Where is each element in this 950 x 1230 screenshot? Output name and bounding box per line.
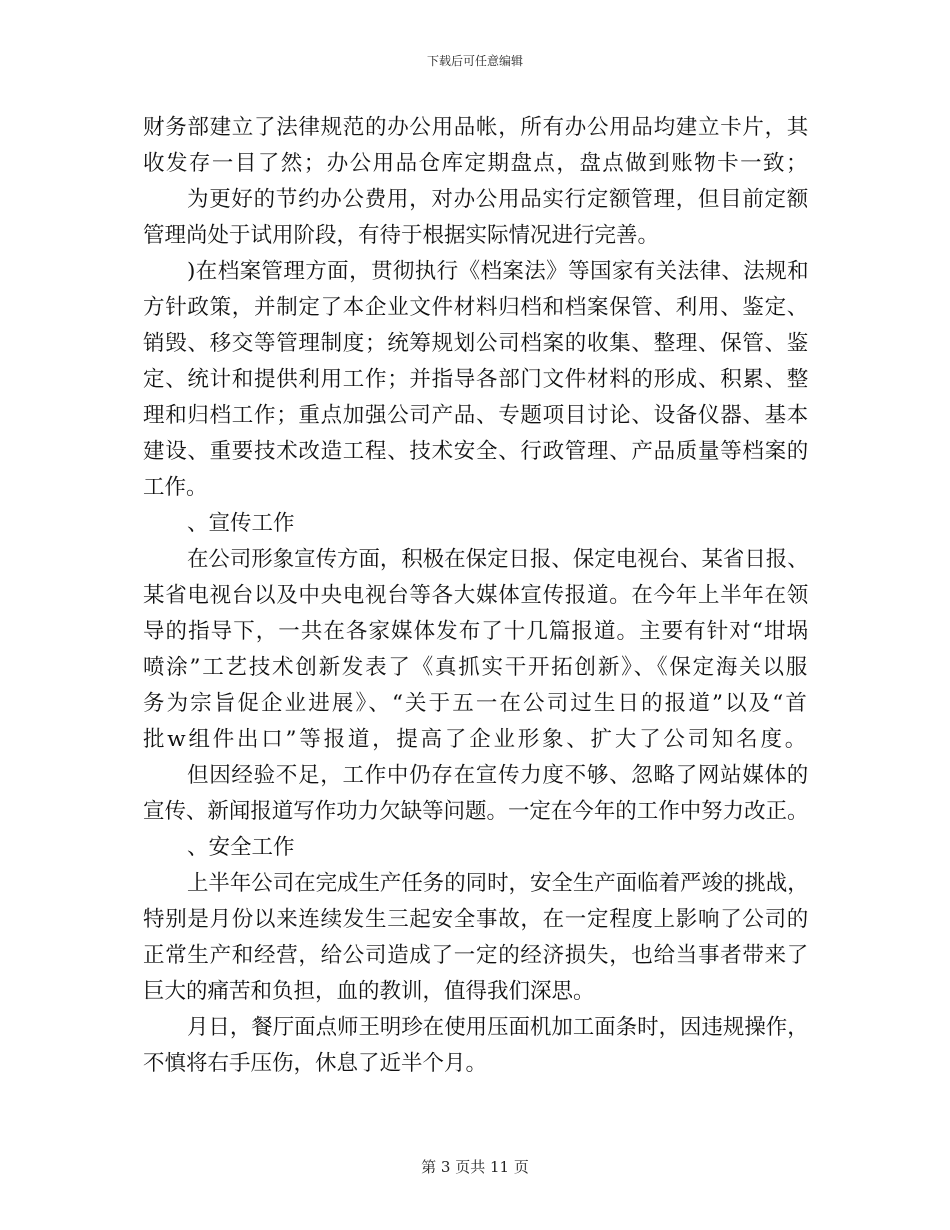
text-line: 销毁、移交等管理制度；统筹规划公司档案的收集、整理、保管、鉴: [143, 331, 809, 356]
text-line: 、安全工作: [187, 835, 295, 860]
text-line: 不慎将右手压伤，休息了近半个月。: [143, 1051, 488, 1076]
text-line: 理和归档工作；重点加强公司产品、专题项目讨论、设备仪器、基本: [143, 403, 809, 428]
document-body: [143, 110, 809, 1082]
text-line: )在档案管理方面，贯彻执行《档案法》等国家有关法律、法规和: [187, 259, 809, 284]
text-line: 管理尚处于试用阶段，有待于根据实际情况进行完善。: [143, 223, 660, 248]
text-line: 定、统计和提供利用工作；并指导各部门文件材料的形成、积累、整: [143, 367, 809, 392]
text-line: 特别是月份以来连续发生三起安全事故，在一定程度上影响了公司的: [143, 907, 809, 932]
page-footer: 第 3 页共 11 页: [421, 1158, 529, 1176]
text-line: 正常生产和经营，给公司造成了一定的经济损失，也给当事者带来了: [143, 943, 809, 968]
text-line: 某省电视台以及中央电视台等各大媒体宣传报道。在今年上半年在领: [143, 583, 809, 608]
text-line: 、宣传工作: [187, 511, 295, 536]
text-line: 为更好的节约办公费用，对办公用品实行定额管理，但目前定额: [187, 187, 809, 212]
text-line: 批w组件出口”等报道，提高了企业形象、扩大了公司知名度。: [143, 727, 809, 752]
text-line: 宣传、新闻报道写作功力欠缺等问题。一定在今年的工作中努力改正。: [143, 799, 809, 824]
page-header: 下载后可任意编辑: [426, 54, 523, 68]
text-line: 巨大的痛苦和负担，血的教训，值得我们深思。: [143, 979, 595, 1004]
text-line: 月日，餐厅面点师王明珍在使用压面机加工面条时，因违规操作，: [187, 1015, 809, 1040]
text-line: 工作。: [143, 475, 208, 500]
text-line: 但因经验不足，工作中仍存在宣传力度不够、忽略了网站媒体的: [187, 763, 809, 788]
text-line: 收发存一目了然；办公用品仓库定期盘点，盘点做到账物卡一致；: [143, 151, 809, 176]
text-line: 喷涂”工艺技术创新发表了《真抓实干开拓创新》、《保定海关以服: [143, 655, 809, 680]
text-line: 方针政策，并制定了本企业文件材料归档和档案保管、利用、鉴定、: [143, 295, 809, 320]
text-line: 导的指导下，一共在各家媒体发布了十几篇报道。主要有针对“坩埚: [143, 619, 809, 644]
text-line: 建设、重要技术改造工程、技术安全、行政管理、产品质量等档案的: [143, 439, 809, 464]
text-line: 上半年公司在完成生产任务的同时，安全生产面临着严竣的挑战，: [187, 871, 809, 896]
text-line: 务为宗旨促企业进展》、“关于五一在公司过生日的报道”以及“首: [143, 691, 809, 716]
text-line: 财务部建立了法律规范的办公用品帐，所有办公用品均建立卡片，其: [143, 115, 809, 140]
text-line: 在公司形象宣传方面，积极在保定日报、保定电视台、某省日报、: [187, 547, 809, 572]
